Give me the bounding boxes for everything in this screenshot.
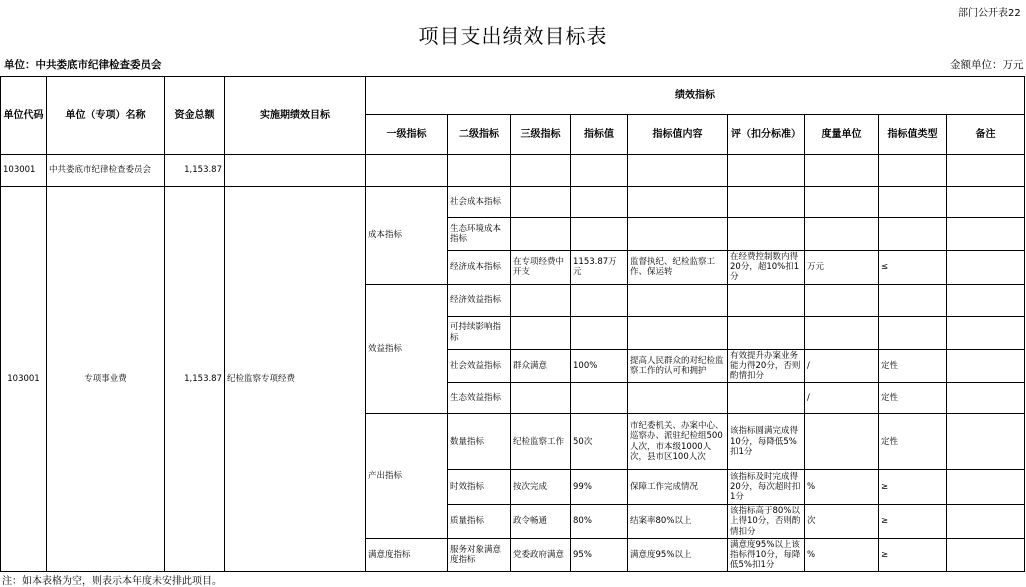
cell-value xyxy=(571,284,628,316)
cell-content xyxy=(628,383,728,414)
footnote: 注：如本表格为空，则表示本年度未安排此项目。 xyxy=(2,576,222,587)
cell-criteria xyxy=(728,316,805,349)
cell-level-2: 数量指标 xyxy=(448,414,511,470)
level1-indicator: 成本指标 xyxy=(366,187,448,285)
project-total-funds: 1,153.87 xyxy=(165,187,225,572)
cell-unit: / xyxy=(805,383,879,414)
cell-level-3 xyxy=(511,284,571,316)
cell-unit xyxy=(805,218,879,251)
cell-criteria: 满意度95%以上该指标得10分，每降低5%扣1分 xyxy=(728,538,805,572)
cell-type: 定性 xyxy=(879,349,947,383)
cell-criteria xyxy=(728,187,805,218)
cell-unit xyxy=(805,284,879,316)
cell-value xyxy=(571,187,628,218)
cell-value xyxy=(571,218,628,251)
cell-remark xyxy=(947,349,1025,383)
cell-remark xyxy=(947,284,1025,316)
cell-type xyxy=(879,187,947,218)
header-performance-indicators: 绩效指标 xyxy=(366,77,1025,115)
performance-table xyxy=(0,76,1025,572)
cell-type: ≥ xyxy=(879,470,947,505)
header-value-type: 指标值类型 xyxy=(879,115,947,155)
cell-value: 80% xyxy=(571,505,628,539)
cell-content: 监督执纪、纪检监察工作、保运转 xyxy=(628,251,728,285)
cell-level-2: 生态环境成本指标 xyxy=(448,218,511,251)
header-value: 指标值 xyxy=(571,115,628,155)
cell-remark xyxy=(947,538,1025,572)
cell-unit xyxy=(805,414,879,470)
cell-level-2: 社会效益指标 xyxy=(448,349,511,383)
cell-type: ≥ xyxy=(879,538,947,572)
cell-unit xyxy=(805,187,879,218)
cell-criteria: 有效提升办案业务能力得20分，否则酌情扣分 xyxy=(728,349,805,383)
cell-unit: % xyxy=(805,470,879,505)
cell-criteria: 该指标及时完成得20分，每次超时扣1分 xyxy=(728,470,805,505)
summary-unit-code: 103001 xyxy=(1,155,47,187)
cell-criteria: 该指标圆满完成得10分，每降低5%扣1分 xyxy=(728,414,805,470)
summary-row xyxy=(1,155,1025,187)
project-performance-goal: 纪检监察专项经费 xyxy=(225,187,366,572)
cell-value xyxy=(571,383,628,414)
cell-content xyxy=(628,316,728,349)
amount-unit-label: 金额单位：万元 xyxy=(950,59,1024,71)
cell-level-2: 可持续影响指标 xyxy=(448,316,511,349)
cell-level-3 xyxy=(511,316,571,349)
cell-level-3 xyxy=(511,383,571,414)
header-level2: 二级指标 xyxy=(448,115,511,155)
header-level1: 一级指标 xyxy=(366,115,448,155)
cell-level-3 xyxy=(511,187,571,218)
cell-content xyxy=(628,218,728,251)
cell-value: 1153.87万元 xyxy=(571,251,628,285)
cell-value: 50次 xyxy=(571,414,628,470)
page-title: 项目支出绩效目标表 xyxy=(418,24,608,48)
cell-content: 保障工作完成情况 xyxy=(628,470,728,505)
header-performance-goal: 实施期绩效目标 xyxy=(225,77,366,155)
cell-remark xyxy=(947,316,1025,349)
project-name: 专项事业费 xyxy=(47,187,165,572)
header-unit-name: 单位（专项）名称 xyxy=(47,77,165,155)
header-measure-unit: 度量单位 xyxy=(805,115,879,155)
cell-criteria xyxy=(728,284,805,316)
cell-level-3: 党委政府满意 xyxy=(511,538,571,572)
table-row xyxy=(1,187,1025,218)
cell-remark xyxy=(947,251,1025,285)
cell-content: 结案率80%以上 xyxy=(628,505,728,539)
cell-type xyxy=(879,284,947,316)
cell-level-2: 经济成本指标 xyxy=(448,251,511,285)
cell-unit: / xyxy=(805,349,879,383)
header-value-content: 指标值内容 xyxy=(628,115,728,155)
cell-level-3: 按次完成 xyxy=(511,470,571,505)
cell-type: ≥ xyxy=(879,505,947,539)
cell-criteria xyxy=(728,383,805,414)
level1-indicator: 效益指标 xyxy=(366,284,448,414)
summary-total-funds: 1,153.87 xyxy=(165,155,225,187)
cell-unit xyxy=(805,316,879,349)
cell-type: 定性 xyxy=(879,383,947,414)
cell-type: ≤ xyxy=(879,251,947,285)
cell-criteria: 该指标高于80%以上得10分，否则酌情扣分 xyxy=(728,505,805,539)
cell-content xyxy=(628,187,728,218)
unit-label: 单位：中共娄底市纪律检查委员会 xyxy=(4,59,162,71)
header-remark: 备注 xyxy=(947,115,1025,155)
header-level3: 三级指标 xyxy=(511,115,571,155)
cell-type: 定性 xyxy=(879,414,947,470)
cell-level-3 xyxy=(511,218,571,251)
cell-value: 95% xyxy=(571,538,628,572)
cell-content: 提高人民群众的对纪检监察工作的认可和拥护 xyxy=(628,349,728,383)
cell-remark xyxy=(947,470,1025,505)
cell-level-2: 社会成本指标 xyxy=(448,187,511,218)
cell-unit: % xyxy=(805,538,879,572)
cell-level-2: 时效指标 xyxy=(448,470,511,505)
cell-level-2: 服务对象满意度指标 xyxy=(448,538,511,572)
cell-content: 满意度95%以上 xyxy=(628,538,728,572)
cell-level-3: 政令畅通 xyxy=(511,505,571,539)
cell-value: 99% xyxy=(571,470,628,505)
cell-level-3: 纪检监察工作 xyxy=(511,414,571,470)
form-number: 部门公开表22 xyxy=(958,8,1021,19)
cell-level-2: 质量指标 xyxy=(448,505,511,539)
cell-remark xyxy=(947,505,1025,539)
cell-value: 100% xyxy=(571,349,628,383)
cell-unit: 万元 xyxy=(805,251,879,285)
cell-level-2: 生态效益指标 xyxy=(448,383,511,414)
cell-level-2: 经济效益指标 xyxy=(448,284,511,316)
cell-type xyxy=(879,218,947,251)
cell-level-3: 在专项经费中开支 xyxy=(511,251,571,285)
cell-unit: 次 xyxy=(805,505,879,539)
cell-criteria xyxy=(728,218,805,251)
project-unit-code: 103001 xyxy=(1,187,47,572)
header-total-funds: 资金总额 xyxy=(165,77,225,155)
cell-remark xyxy=(947,383,1025,414)
summary-unit-name: 中共娄底市纪律检查委员会 xyxy=(47,155,165,187)
level1-indicator: 满意度指标 xyxy=(366,538,448,572)
cell-content xyxy=(628,284,728,316)
level1-indicator: 产出指标 xyxy=(366,414,448,539)
cell-type xyxy=(879,316,947,349)
cell-criteria: 在经费控制数内得20分，超10%扣1分 xyxy=(728,251,805,285)
cell-value xyxy=(571,316,628,349)
cell-content: 市纪委机关、办案中心、巡察办、派驻纪检组500人次，市本级1000人次，县市区100人次 xyxy=(628,414,728,470)
header-unit-code: 单位代码 xyxy=(1,77,47,155)
cell-remark xyxy=(947,414,1025,470)
cell-remark xyxy=(947,218,1025,251)
header-criteria: 评（扣分标准） xyxy=(728,115,805,155)
cell-level-3: 群众满意 xyxy=(511,349,571,383)
cell-remark xyxy=(947,187,1025,218)
